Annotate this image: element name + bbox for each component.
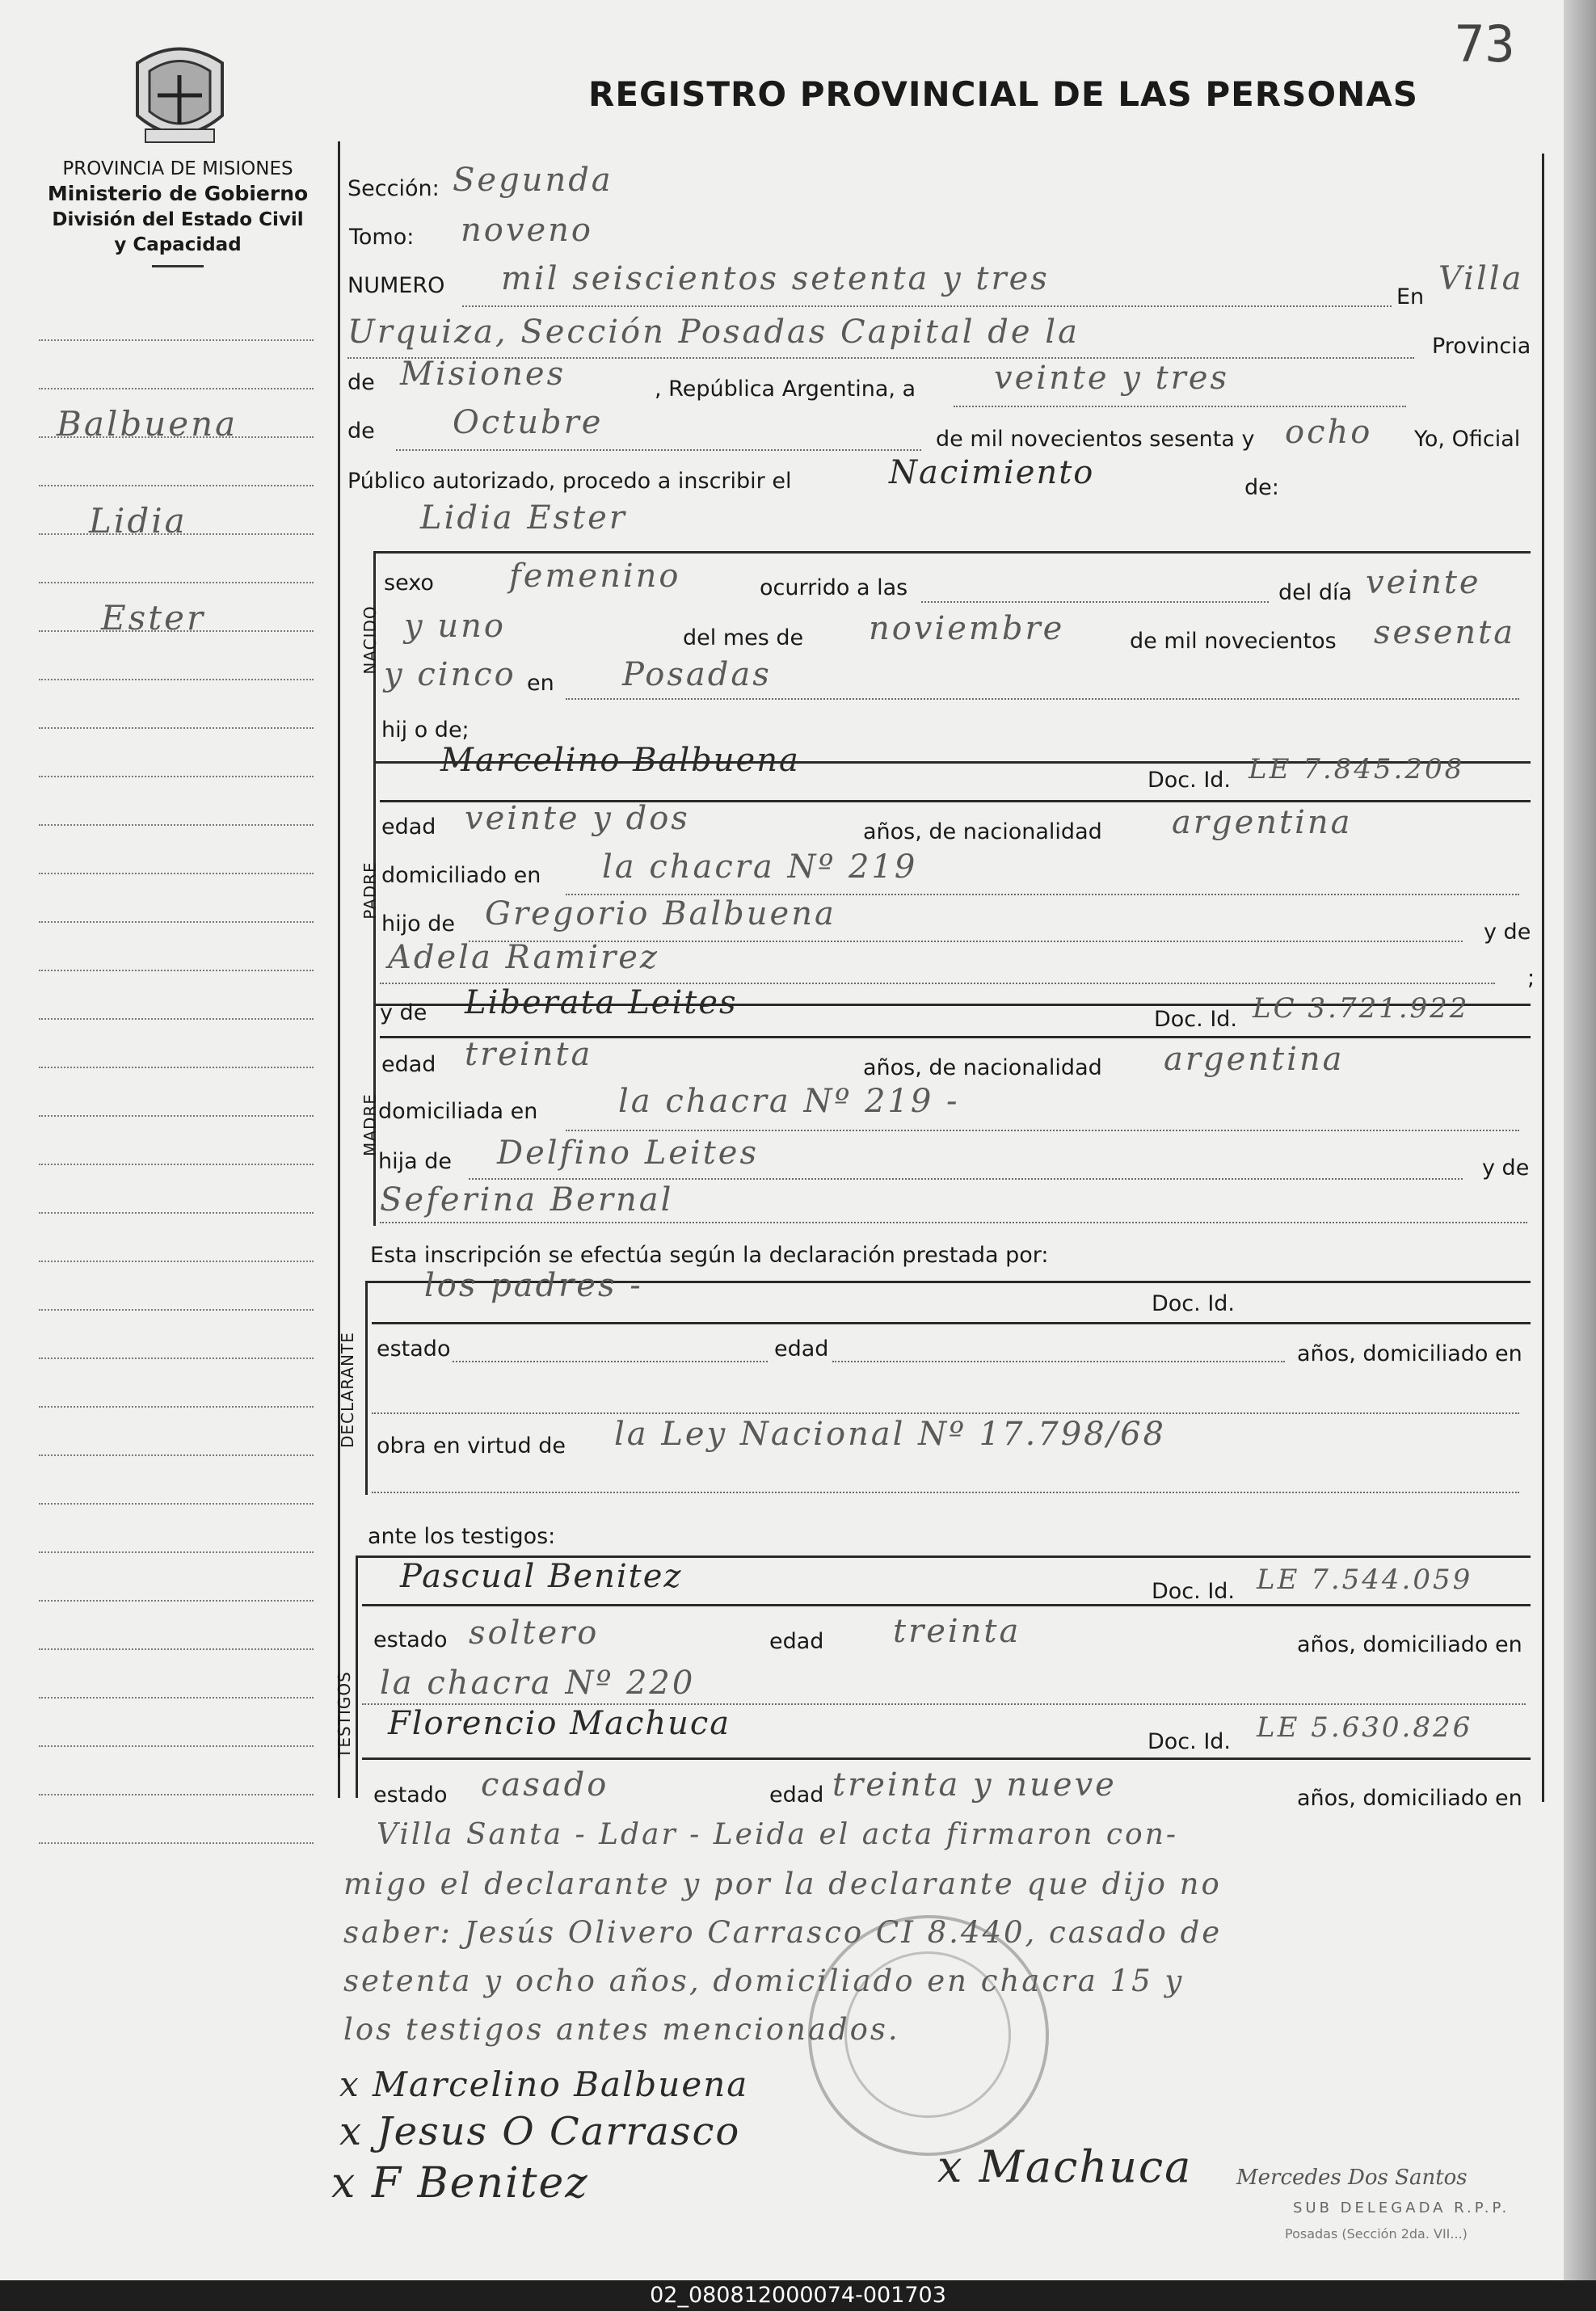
declarante-obra-label: obra en virtud de <box>377 1433 566 1459</box>
testigo1-dom: la chacra Nº 220 <box>380 1665 696 1702</box>
margin-name-1: Lidia <box>89 501 187 541</box>
provincia-value: Misiones <box>400 356 566 393</box>
padre-dom-label: domiciliado en <box>381 863 541 888</box>
republica-label: , República Argentina, a <box>655 377 916 402</box>
declarante-nombre: los padres - <box>424 1267 643 1304</box>
testigo1-nombre: Pascual Benitez <box>400 1558 683 1595</box>
padre-edad-label: edad <box>381 815 436 840</box>
testigo2-estado-label: estado <box>373 1783 448 1808</box>
seccion-label: Sección: <box>347 176 440 201</box>
anio-value-2: y cinco <box>384 656 516 693</box>
declarante-obra-value: la Ley Nacional Nº 17.798/68 <box>614 1416 1167 1453</box>
madre-doc-value: LC 3.721.922 <box>1253 992 1470 1025</box>
declarante-anios-label: años, domiciliado en <box>1297 1341 1522 1366</box>
testigo1-anios-label: años, domiciliado en <box>1297 1632 1522 1657</box>
seccion-value: Segunda <box>453 162 613 199</box>
padre-edad-value: veinte y dos <box>465 800 690 837</box>
tomo-label: Tomo: <box>349 225 415 250</box>
publico-label: Público autorizado, procedo a inscribir el <box>347 469 792 494</box>
de-label: de <box>347 370 375 395</box>
padre-doc-label: Doc. Id. <box>1148 768 1232 793</box>
official-name: Mercedes Dos Santos <box>1236 2166 1468 2190</box>
testigo2-anios-label: años, domiciliado en <box>1297 1786 1522 1811</box>
en-label: En <box>1396 284 1425 309</box>
oficial-label: Yo, Oficial <box>1414 427 1521 452</box>
testigo1-edad-label: edad <box>769 1629 824 1654</box>
padre-hijo-de-label: hijo de <box>381 911 455 937</box>
declarante-intro: Esta inscripción se efectúa según la declaración prestada por: <box>370 1243 1049 1268</box>
mil-label: de mil novecientos <box>1130 629 1337 654</box>
hijo-label: hij o de; <box>381 718 470 743</box>
lugar-value: Posadas <box>622 656 772 693</box>
notes-line-4: los testigos antes mencionados. <box>343 2012 900 2047</box>
de3-label: de: <box>1244 475 1279 500</box>
madre-hija-de-value: Delfino Leites <box>497 1134 759 1172</box>
declarante-edad-label: edad <box>774 1337 829 1362</box>
document-title: REGISTRO PROVINCIAL DE LAS PERSONAS <box>588 74 1419 114</box>
tomo-value: noveno <box>461 212 593 249</box>
notes-line-1: migo el declarante y por la declarante que dijo no <box>343 1867 1222 1901</box>
declarante-estado-label: estado <box>377 1337 451 1362</box>
sexo-value: femenino <box>509 558 681 595</box>
day-value: veinte y tres <box>994 360 1229 397</box>
year-label: de mil novecientos sesenta y <box>936 427 1255 452</box>
en-nacido-label: en <box>527 671 554 696</box>
issuer-capacity: y Capacidad <box>114 234 242 255</box>
place-value: Urquiza, Sección Posadas Capital de la <box>347 314 1080 351</box>
padre-nombre: Marcelino Balbuena <box>440 742 800 779</box>
page-number: 73 <box>1455 15 1515 74</box>
margin-name-2: Ester <box>101 598 206 638</box>
issuer-province: PROVINCIA DE MISIONES <box>62 158 293 179</box>
testigo2-nombre: Florencio Machuca <box>388 1705 731 1742</box>
acto-value: Nacimiento <box>889 454 1095 491</box>
signature-padre: x Marcelino Balbuena <box>339 2065 749 2104</box>
margin-surname: Balbuena <box>57 404 238 444</box>
padre-dom-value: la chacra Nº 219 <box>602 848 918 886</box>
issuer-division: División del Estado Civil <box>52 209 304 230</box>
madre-nac-value: argentina <box>1164 1041 1345 1078</box>
issuer-block <box>32 158 323 267</box>
madre-side-label: MADRE <box>360 1093 380 1156</box>
testigo1-doc-label: Doc. Id. <box>1152 1579 1236 1604</box>
madre-hija-de-label: hija de <box>378 1149 452 1174</box>
madre-edad-label: edad <box>381 1052 436 1077</box>
madre-yde2-label: y de <box>1482 1156 1530 1181</box>
padre-nac-label: años, de nacionalidad <box>863 819 1102 844</box>
padre-doc-value: LE 7.845.208 <box>1249 753 1465 785</box>
footer-file-id: 02_080812000074-001703 <box>650 2283 946 2308</box>
signature-carrasco: x Jesus O Carrasco <box>339 2109 741 2154</box>
provincial-crest-icon <box>129 39 230 152</box>
provincia-label: Provincia <box>1432 334 1531 359</box>
signature-machuca: x Machuca <box>937 2141 1193 2192</box>
testigo2-estado: casado <box>481 1766 609 1804</box>
notes-line-2: saber: Jesús Olivero Carrasco CI 8.440, casado de <box>343 1915 1223 1950</box>
official-stamp-inner <box>844 1951 1011 2118</box>
madre-dom-value: la chacra Nº 219 - <box>618 1083 960 1120</box>
ocurrido-label: ocurrido a las <box>760 575 908 600</box>
notes-line-3: setenta y ocho años, domiciliado en chacra 15 y <box>343 1964 1185 1998</box>
testigo2-doc-label: Doc. Id. <box>1148 1729 1232 1754</box>
padre-yde-label: y de <box>1484 920 1531 945</box>
declarante-doc-label: Doc. Id. <box>1152 1291 1236 1316</box>
nacido-side-label: NACIDO <box>360 605 380 675</box>
madre-nombre: Liberata Leites <box>465 984 738 1021</box>
dia-value: veinte <box>1366 564 1481 601</box>
testigo1-estado: soltero <box>469 1614 600 1652</box>
frame-right-border <box>1542 154 1544 1802</box>
mes-value: noviembre <box>869 610 1065 647</box>
inscripto-value: Lidia Ester <box>420 499 627 537</box>
madre-yde-label: y de <box>380 1000 427 1025</box>
testigo1-doc-value: LE 7.544.059 <box>1257 1564 1473 1596</box>
testigos-side-label: TESTIGOS <box>335 1671 354 1758</box>
dia-value-2: y uno <box>404 608 506 645</box>
numero-value: mil seiscientos setenta y tres <box>501 260 1050 297</box>
testigo2-dom: Villa Santa - Ldar - Leida el acta firmaron con- <box>377 1818 1179 1851</box>
madre-nac-label: años, de nacionalidad <box>863 1055 1102 1080</box>
mes-label: del mes de <box>683 625 804 650</box>
del-dia-label: del día <box>1278 580 1353 605</box>
testigo2-edad: treinta y nueve <box>832 1766 1117 1804</box>
testigos-intro: ante los testigos: <box>368 1524 556 1549</box>
signature-benitez: x F Benitez <box>331 2159 589 2208</box>
padre-side-label: PADRE <box>360 861 380 920</box>
testigo2-edad-label: edad <box>769 1783 824 1808</box>
testigo2-doc-value: LE 5.630.826 <box>1257 1711 1473 1744</box>
padre-nac-value: argentina <box>1172 804 1353 841</box>
declarante-side-label: DECLARANTE <box>338 1332 357 1448</box>
padre-hijo-de-value: Gregorio Balbuena <box>485 895 836 932</box>
official-place: Posadas (Sección 2da. VII...) <box>1285 2226 1468 2242</box>
frame-left-border <box>338 141 340 1798</box>
year-value: ocho <box>1285 414 1373 451</box>
issuer-ministry: Ministerio de Gobierno <box>47 182 309 205</box>
numero-label: NUMERO <box>347 273 445 298</box>
en-value: Villa <box>1438 260 1524 297</box>
madre-madre-value: Seferina Bernal <box>380 1181 674 1219</box>
month-value: Octubre <box>453 404 604 441</box>
madre-edad-value: treinta <box>465 1036 593 1073</box>
testigo1-estado-label: estado <box>373 1627 448 1652</box>
padre-semicolon: ; <box>1527 966 1535 991</box>
testigo1-edad: treinta <box>893 1613 1021 1650</box>
anio-value: sesenta <box>1374 614 1516 651</box>
official-title: SUB DELEGADA R.P.P. <box>1293 2199 1510 2216</box>
padre-madre-value: Adela Ramirez <box>388 939 659 976</box>
de2-label: de <box>347 419 375 444</box>
madre-dom-label: domiciliada en <box>378 1099 538 1124</box>
madre-doc-label: Doc. Id. <box>1154 1007 1238 1032</box>
sexo-label: sexo <box>384 570 434 596</box>
page-edge <box>1564 0 1596 2311</box>
